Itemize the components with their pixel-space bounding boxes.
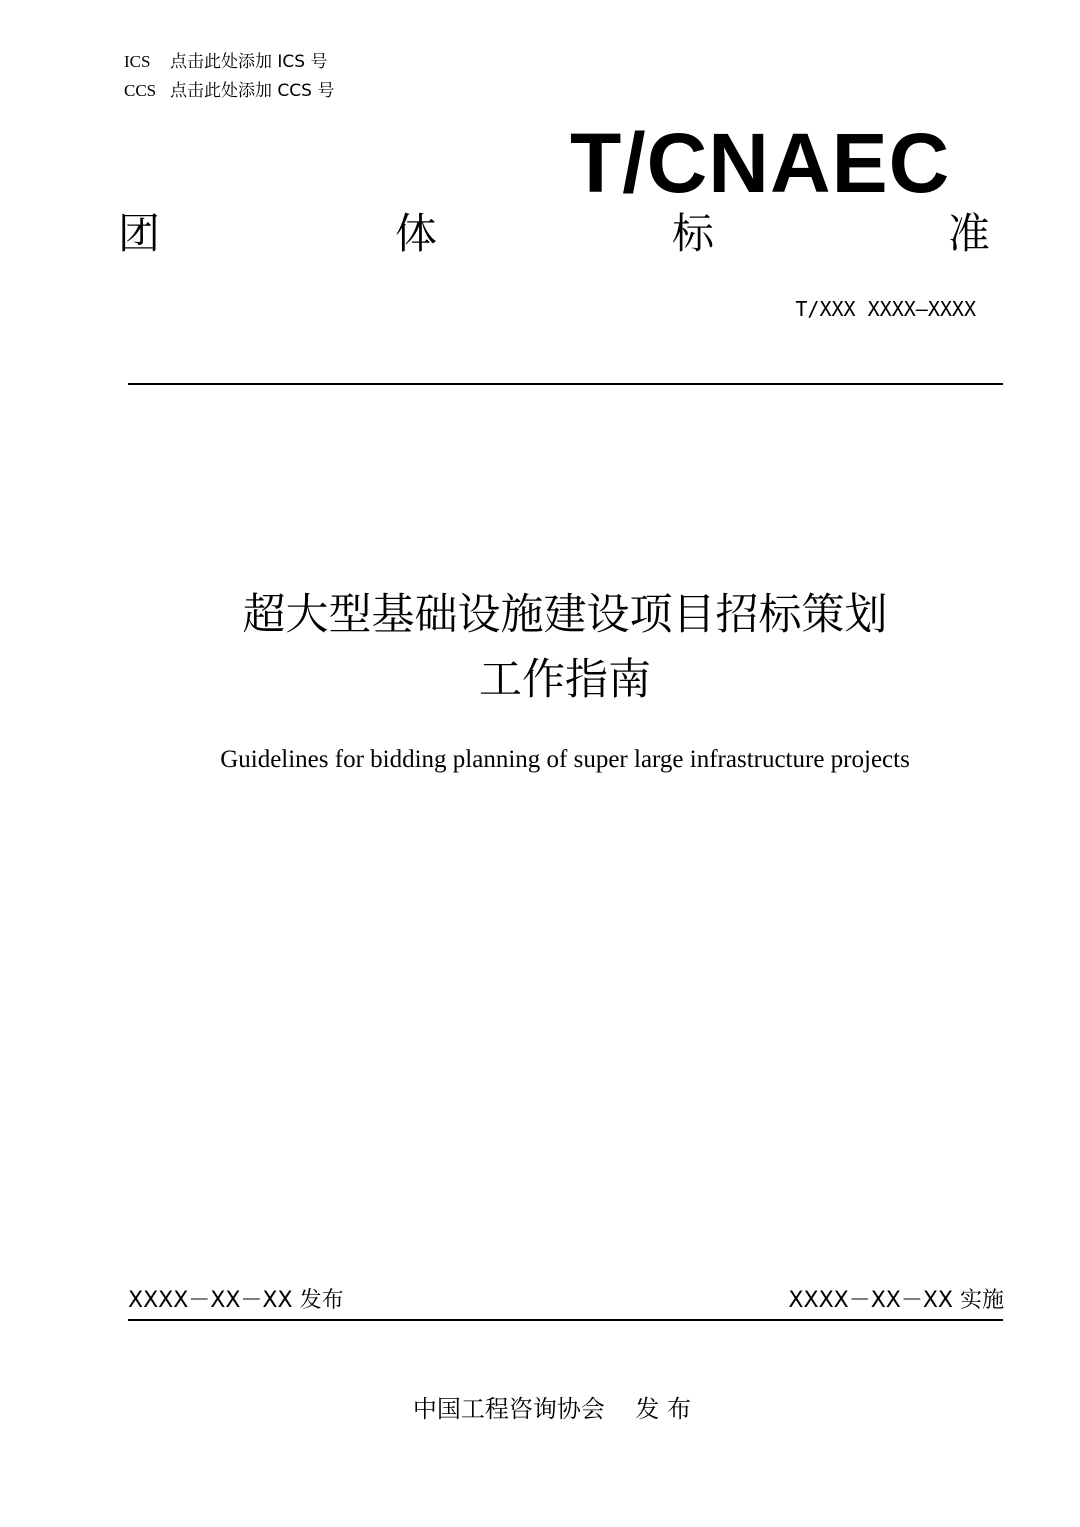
ccs-value: 点击此处添加 CCS 号 bbox=[170, 81, 335, 101]
organization-logo: T/CNAEC bbox=[570, 116, 951, 210]
publisher: 中国工程咨询协会 发 布 bbox=[412, 1395, 692, 1423]
ccs-label: CCS bbox=[124, 81, 157, 100]
standard-number: T/XXX XXXX—XXXX bbox=[795, 297, 976, 321]
publish-date: XXXX－XX－XX 发布 bbox=[128, 1288, 344, 1313]
standard-type-char-3: 标 bbox=[672, 209, 715, 258]
title-en: Guidelines for bidding planning of super large infrastructure projects bbox=[220, 746, 910, 773]
ics-value: 点击此处添加 ICS 号 bbox=[170, 52, 328, 72]
title-cn-line-2: 工作指南 bbox=[479, 655, 651, 705]
ics-label: ICS bbox=[124, 52, 151, 71]
standard-type-char-2: 体 bbox=[395, 209, 438, 258]
standard-type-char-1: 团 bbox=[118, 209, 161, 258]
standard-type-char-4: 准 bbox=[948, 209, 991, 258]
footer-divider bbox=[128, 1319, 1003, 1321]
title-cn-line-1: 超大型基础设施建设项目招标策划 bbox=[242, 590, 888, 640]
ccs-line bbox=[124, 81, 334, 101]
header-divider bbox=[128, 383, 1003, 385]
implement-date: XXXX－XX－XX 实施 bbox=[788, 1288, 1004, 1313]
ics-line bbox=[124, 52, 327, 72]
